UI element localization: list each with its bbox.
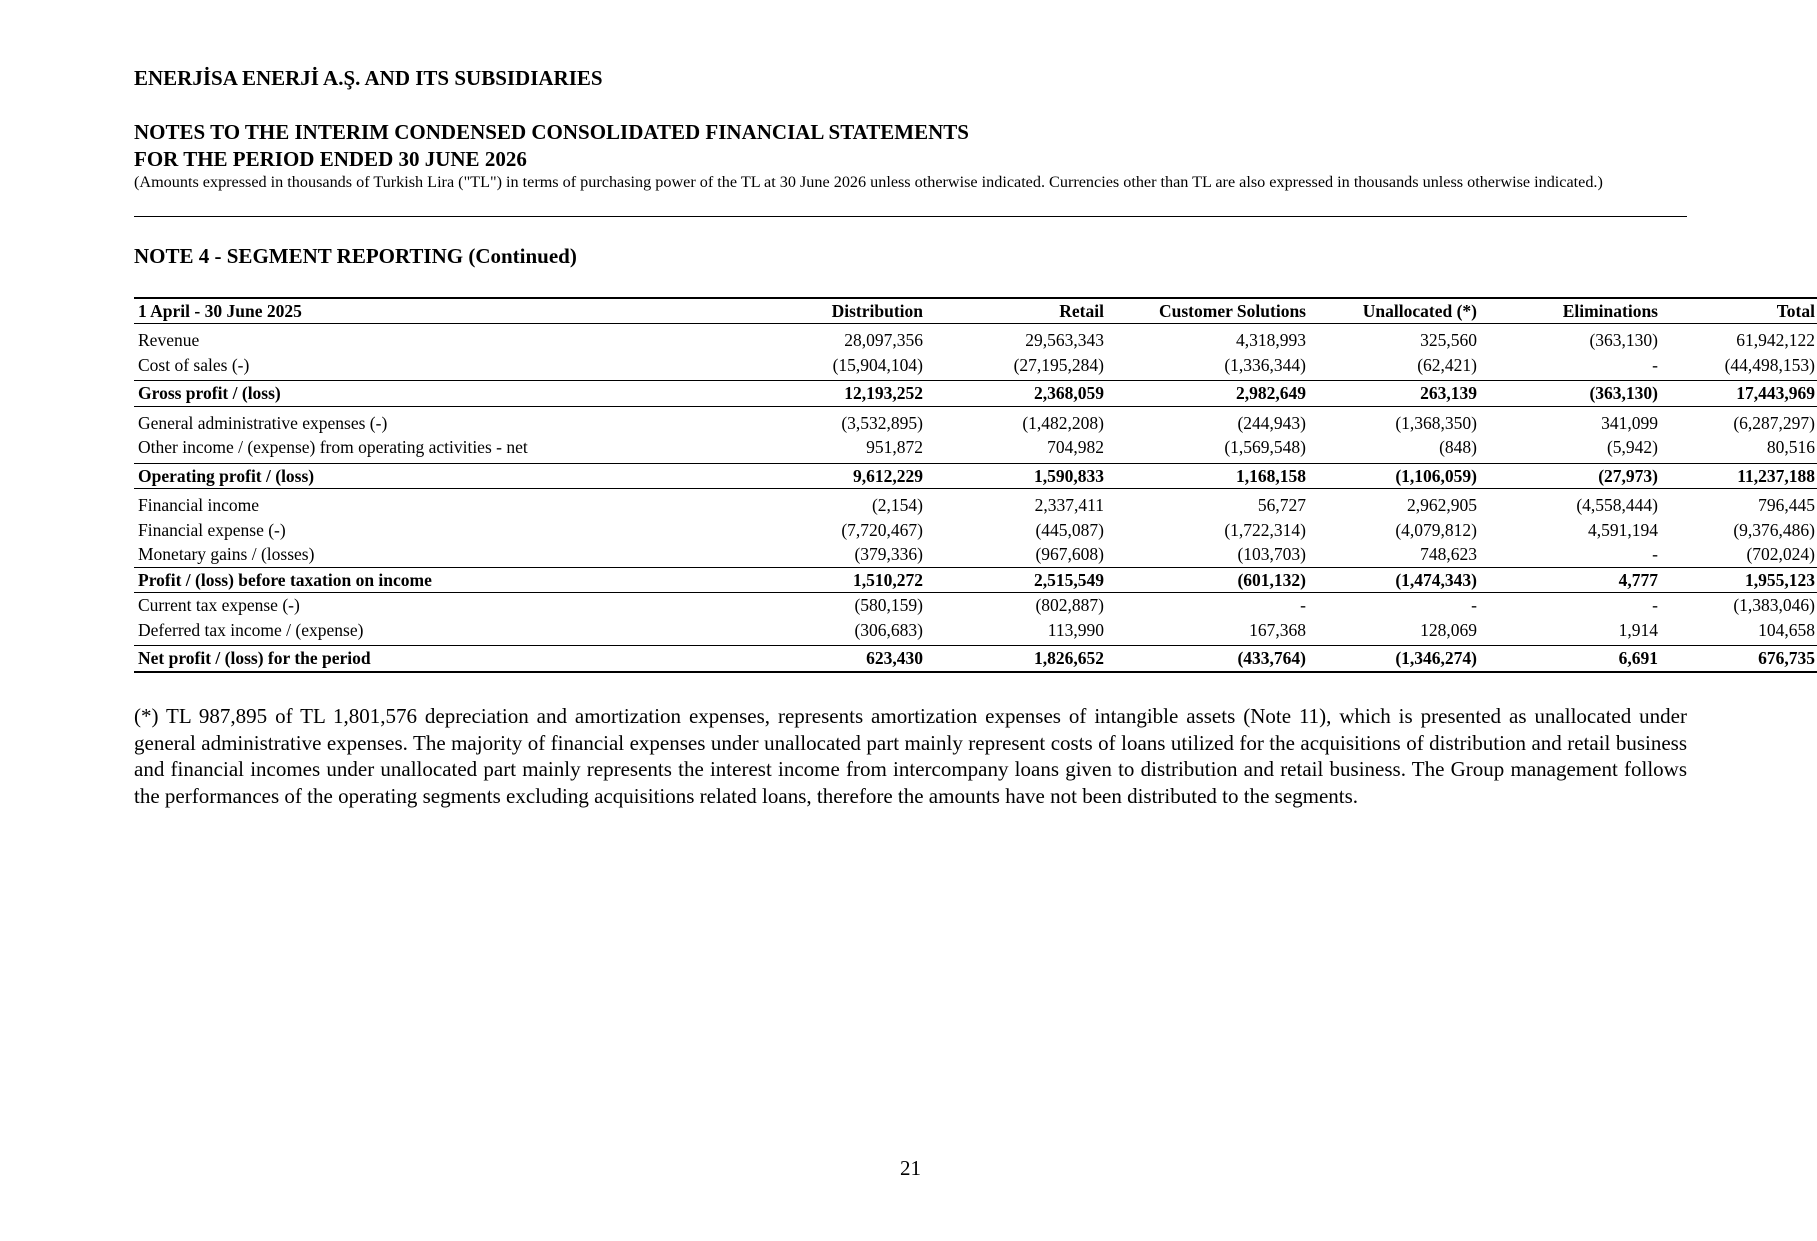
cell-retail: (445,087) — [1035, 519, 1104, 540]
cell-unallocated: (1,368,350) — [1395, 412, 1477, 433]
cell-total: 17,443,969 — [1660, 381, 1817, 407]
row-label: Financial expense (-) — [138, 519, 286, 540]
note-heading: NOTE 4 - SEGMENT REPORTING (Continued) — [134, 244, 577, 268]
row-label: Net profit / (loss) for the period — [134, 646, 679, 672]
cell-eliminations: 4,591,194 — [1588, 519, 1658, 540]
cell-eliminations: - — [1652, 354, 1658, 375]
cell-eliminations: 6,691 — [1479, 646, 1660, 672]
cell-customer-solutions: (244,943) — [1237, 412, 1306, 433]
cell-retail: 704,982 — [1047, 437, 1104, 457]
cell-customer-solutions: 167,368 — [1249, 619, 1306, 640]
row-label: Operating profit / (loss) — [134, 463, 679, 489]
cell-customer-solutions: (1,569,548) — [1224, 437, 1306, 457]
row-label: Financial income — [138, 495, 260, 515]
cell-distribution: (15,904,104) — [832, 354, 923, 375]
cell-retail: 2,515,549 — [925, 567, 1106, 593]
cell-unallocated: 128,069 — [1420, 619, 1477, 640]
cell-retail: 113,990 — [1047, 619, 1104, 640]
cell-distribution: (7,720,467) — [841, 519, 923, 540]
table-row-profit-before-tax — [134, 567, 1817, 593]
company-name: ENERJİSA ENERJİ A.Ş. AND ITS SUBSIDIARIES — [134, 66, 603, 90]
row-label: Profit / (loss) before taxation on income — [134, 567, 679, 593]
page-number: 21 — [900, 1156, 921, 1180]
cell-customer-solutions: (601,132) — [1106, 567, 1308, 593]
cell-total: 80,516 — [1766, 437, 1815, 457]
cell-total: (702,024) — [1746, 544, 1815, 564]
cell-total: 1,955,123 — [1660, 567, 1817, 593]
cell-unallocated: (848) — [1439, 437, 1477, 457]
cell-customer-solutions: 1,168,158 — [1106, 463, 1308, 489]
row-label: Cost of sales (-) — [138, 354, 250, 375]
cell-total: (44,498,153) — [1724, 354, 1815, 375]
cell-total: 676,735 — [1660, 646, 1817, 672]
row-label: Revenue — [138, 330, 200, 350]
table-row-monetary-gains — [134, 542, 1817, 567]
cell-distribution: 9,612,229 — [679, 463, 925, 489]
notes-title — [134, 119, 969, 173]
cell-total: (1,383,046) — [1733, 595, 1815, 615]
cell-total: (6,287,297) — [1733, 412, 1815, 433]
cell-eliminations: 4,777 — [1479, 567, 1660, 593]
cell-distribution: (3,532,895) — [841, 412, 923, 433]
cell-customer-solutions: 56,727 — [1257, 495, 1306, 515]
cell-unallocated: (1,106,059) — [1308, 463, 1479, 489]
cell-unallocated: (1,474,343) — [1308, 567, 1479, 593]
cell-retail: 29,563,343 — [1025, 330, 1104, 350]
cell-customer-solutions: (1,722,314) — [1224, 519, 1306, 540]
cell-unallocated: (4,079,812) — [1395, 519, 1477, 540]
table-row-current-tax-expense — [134, 593, 1817, 618]
cell-unallocated: 263,139 — [1308, 381, 1479, 407]
cell-customer-solutions: 4,318,993 — [1236, 330, 1306, 350]
header-divider — [134, 216, 1687, 217]
cell-distribution: 1,510,272 — [679, 567, 925, 593]
cell-distribution: (306,683) — [854, 619, 923, 640]
cell-eliminations: (4,558,444) — [1576, 495, 1658, 515]
cell-retail: (967,608) — [1035, 544, 1104, 564]
row-label: Other income / (expense) from operating activities - net — [138, 437, 528, 457]
cell-customer-solutions: (103,703) — [1237, 544, 1306, 564]
cell-retail: 1,590,833 — [925, 463, 1106, 489]
cell-total: 104,658 — [1758, 619, 1815, 640]
segment-reporting-table — [134, 297, 1817, 673]
cell-customer-solutions: (1,336,344) — [1224, 354, 1306, 375]
cell-distribution: 28,097,356 — [844, 330, 923, 350]
cell-distribution: (2,154) — [871, 495, 923, 515]
column-header-total: Total — [1660, 298, 1817, 324]
table-row-general-administrative-expenses — [134, 406, 1817, 435]
cell-retail: 2,368,059 — [925, 381, 1106, 407]
row-label: General administrative expenses (-) — [138, 412, 388, 433]
row-label: Gross profit / (loss) — [134, 381, 679, 407]
row-label: Deferred tax income / (expense) — [138, 619, 364, 640]
row-label: Current tax expense (-) — [138, 595, 300, 615]
cell-unallocated: - — [1471, 595, 1477, 615]
cell-unallocated: (1,346,274) — [1308, 646, 1479, 672]
notes-title-line-2: FOR THE PERIOD ENDED 30 JUNE 2026 — [134, 147, 527, 171]
cell-distribution: 12,193,252 — [679, 381, 925, 407]
cell-eliminations: 1,914 — [1618, 619, 1658, 640]
cell-eliminations: 341,099 — [1601, 412, 1658, 433]
cell-retail: 2,337,411 — [1034, 495, 1104, 515]
cell-total: (9,376,486) — [1733, 519, 1815, 540]
column-header-eliminations: Eliminations — [1479, 298, 1660, 324]
table-row-net-profit — [134, 646, 1817, 672]
cell-unallocated: 748,623 — [1420, 544, 1477, 564]
cell-eliminations: - — [1652, 544, 1658, 564]
cell-unallocated: 325,560 — [1420, 330, 1477, 350]
cell-total: 11,237,188 — [1660, 463, 1817, 489]
table-row-cost-of-sales — [134, 353, 1817, 381]
cell-eliminations: (5,942) — [1606, 437, 1658, 457]
cell-retail: 1,826,652 — [925, 646, 1106, 672]
table-header-row — [134, 298, 1817, 324]
cell-total: 61,942,122 — [1736, 330, 1815, 350]
cell-eliminations: (27,973) — [1479, 463, 1660, 489]
cell-retail: (802,887) — [1035, 595, 1104, 615]
column-header-distribution: Distribution — [679, 298, 925, 324]
table-row-financial-income — [134, 489, 1817, 518]
cell-retail: (27,195,284) — [1013, 354, 1104, 375]
row-label: Monetary gains / (losses) — [138, 544, 315, 564]
table-row-gross-profit — [134, 381, 1817, 407]
cell-eliminations: - — [1652, 595, 1658, 615]
column-header-unallocated: Unallocated (*) — [1308, 298, 1479, 324]
cell-distribution: (580,159) — [854, 595, 923, 615]
notes-title-line-1: NOTES TO THE INTERIM CONDENSED CONSOLIDATED FINANCIAL STATEMENTS — [134, 120, 969, 144]
column-header-retail: Retail — [925, 298, 1106, 324]
cell-eliminations: (363,130) — [1479, 381, 1660, 407]
table-row-deferred-tax — [134, 618, 1817, 646]
cell-distribution: 951,872 — [866, 437, 923, 457]
document-page — [134, 0, 1815, 1241]
footnote: (*) TL 987,895 of TL 1,801,576 depreciation and amortization expenses, represents amortization expenses of intangible assets (Note 11), which is presented as unallocated under general administrative expenses. The majority of financial expenses under unallocated part mainly represent costs of loans utilized for the acquisitions of distribution and retail business and financial incomes under unallocated part mainly represents the interest income from intercompany loans given to distribution and retail business. The Group management follows the performances of the operating segments excluding acquisitions related loans, therefore the amounts have not been distributed to the segments. — [134, 704, 1687, 808]
cell-customer-solutions: 2,982,649 — [1106, 381, 1308, 407]
cell-distribution: 623,430 — [679, 646, 925, 672]
cell-eliminations: (363,130) — [1589, 330, 1658, 350]
cell-unallocated: (62,421) — [1417, 354, 1477, 375]
table-row-financial-expense — [134, 518, 1817, 543]
amounts-note: (Amounts expressed in thousands of Turkish Lira ("TL") in terms of purchasing power of the TL at 30 June 2026 unless otherwise indicated. Currencies other than TL are also expressed in thousands unless otherwise indicated.) — [134, 173, 1603, 191]
cell-customer-solutions: - — [1300, 595, 1306, 615]
cell-unallocated: 2,962,905 — [1407, 495, 1477, 515]
table-row-operating-profit — [134, 463, 1817, 489]
cell-total: 796,445 — [1758, 495, 1815, 515]
cell-distribution: (379,336) — [854, 544, 923, 564]
table-row-other-income-expense — [134, 435, 1817, 463]
cell-retail: (1,482,208) — [1022, 412, 1104, 433]
column-header-customer-solutions: Customer Solutions — [1106, 298, 1308, 324]
column-header-period: 1 April - 30 June 2025 — [134, 298, 679, 324]
table-row-revenue — [134, 324, 1817, 353]
cell-customer-solutions: (433,764) — [1106, 646, 1308, 672]
